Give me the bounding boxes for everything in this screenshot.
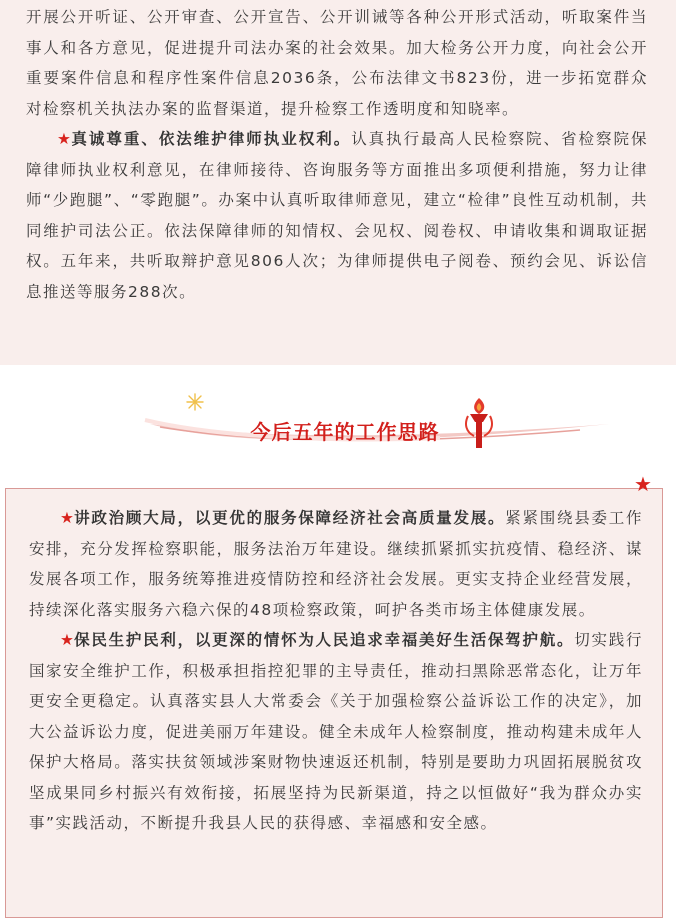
paragraph-body: 认真执行最高人民检察院、省检察院保障律师执业权利意见，在律师接待、咨询服务等方面推出多项便利措施，努力让律师“少跑腿”、“零跑腿”。办案中认真听取律师意见，建立“检律”良性互动机制，共同维护司法公正。依法保障律师的知情权、会见权、阅卷权、申请收集和调取证据权。五年来，共听取辩护意见806人次；为律师提供电子阅卷、预约会见、诉讼信息推送等服务288次。 bbox=[26, 130, 648, 301]
star-bullet-icon: ★ bbox=[57, 130, 72, 148]
future-plans-box bbox=[5, 488, 663, 918]
star-bullet-icon: ★ bbox=[60, 631, 75, 649]
plan-item-lead: 保民生护民利，以更深的情怀为人民追求幸福美好生活保驾护航。 bbox=[74, 631, 575, 649]
section-title: 今后五年的工作思路 bbox=[250, 420, 440, 444]
paragraph-lead-heading: 真诚尊重、依法维护律师执业权利。 bbox=[71, 130, 352, 148]
paragraph-lawyer-rights bbox=[26, 124, 648, 307]
plan-item-body: 紧紧围绕县委工作安排，充分发挥检察职能，服务法治万年建设。继续抓紧抓实抗疫情、稳经济、谋发展各项工作，服务统筹推进疫情防控和经济社会发展。更实支持企业经营发展，持续深化落实服务六稳六保的48项检察政策，呵护各类市场主体健康发展。 bbox=[29, 509, 643, 619]
paragraph-transparency-continuation: 开展公开听证、公开审查、公开宣告、公开训诫等各种公开形式活动，听取案件当事人和各方意见，促进提升司法办案的社会效果。加大检务公开力度，向社会公开重要案件信息和程序性案件信息2036条，公布法律文书823份，进一步拓宽群众对检察机关执法办案的监督渠道，提升检察工作透明度和知晓率。 bbox=[26, 8, 648, 118]
sparkle-icon bbox=[186, 393, 204, 411]
star-bullet-icon: ★ bbox=[60, 509, 75, 527]
corner-star-icon: ★ bbox=[634, 472, 652, 496]
torch-icon bbox=[464, 396, 494, 452]
plan-item bbox=[29, 503, 643, 625]
top-text-panel bbox=[0, 0, 676, 365]
plan-item-lead: 讲政治顾大局，以更优的服务保障经济社会高质量发展。 bbox=[74, 509, 506, 527]
plan-item-body: 切实践行国家安全维护工作，积极承担指控犯罪的主导责任，推动扫黑除恶常态化，让万年更安全更稳定。认真落实县人大常委会《关于加强检察公益诉讼工作的决定》，加大公益诉讼力度，促进美丽万年建设。健全未成年人检察制度，推动构建未成年人保护大格局。落实扶贫领域涉案财物快速返还机制，特别是要助力巩固拓展脱贫攻坚成果同乡村振兴有效衔接，拓展坚持为民新渠道，持之以恒做好“我为群众办实事”实践活动，不断提升我县人民的获得感、幸福感和安全感。 bbox=[29, 631, 643, 832]
plan-item bbox=[29, 625, 643, 839]
